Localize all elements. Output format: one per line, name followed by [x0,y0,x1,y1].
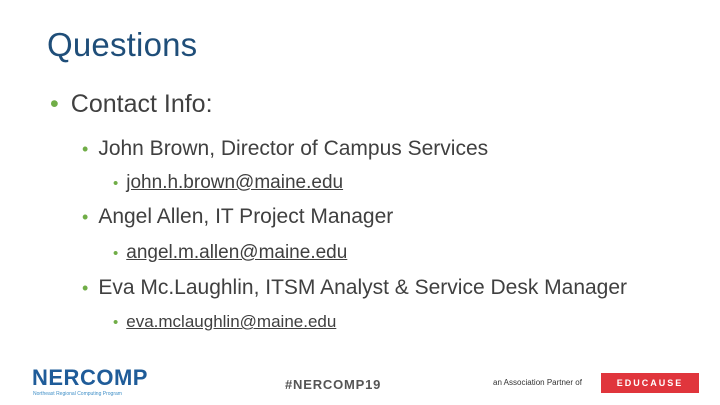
conference-hashtag: #NERCOMP19 [285,377,382,392]
bullet-email-angel [113,242,347,264]
bullet-text: Angel Allen, IT Project Manager [98,205,394,228]
bullet-contact-angel [82,205,393,229]
bullet-glyph: • [82,139,89,159]
educause-logo: EDUCAUSE [601,373,699,393]
email-link-eva[interactable]: eva.mclaughlin@maine.edu [126,312,337,331]
bullet-email-eva [113,312,336,332]
bullet-text: Eva Mc.Laughlin, ITSM Analyst & Service Desk Manager [98,276,628,299]
bullet-text: Contact Info: [70,90,213,118]
nercomp-tagline: Northeast Regional Computing Program [33,391,122,397]
slide-footer [0,355,720,405]
bullet-glyph: • [113,245,119,262]
bullet-text: John Brown, Director of Campus Services [98,137,489,160]
bullet-email-john [113,172,343,194]
email-link-angel[interactable]: angel.m.allen@maine.edu [126,242,348,263]
nercomp-logo: NERCOMP [32,365,148,390]
email-link-john[interactable]: john.h.brown@maine.edu [126,172,344,193]
bullet-glyph: • [82,278,89,298]
partner-text: an Association Partner of [493,378,582,387]
bullet-contact-john [82,137,488,161]
bullet-contact-eva [82,276,627,300]
bullet-glyph: • [113,175,119,192]
bullet-glyph: • [113,314,119,331]
bullet-glyph: • [82,207,89,227]
slide-title: Questions [47,26,198,63]
bullet-glyph: • [50,90,59,118]
bullet-contact-info [50,90,213,119]
